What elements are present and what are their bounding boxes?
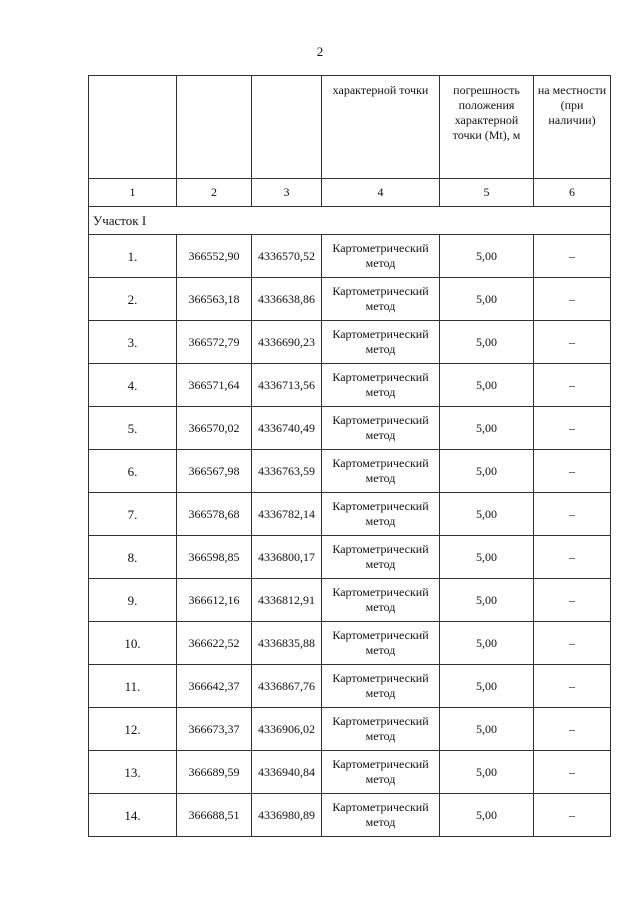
column-number: 1 [89,179,177,207]
coordinate-x: 366598,85 [177,536,252,579]
coordinate-y: 4336638,86 [252,278,322,321]
method-cell: Картометрический метод [322,493,440,536]
coordinate-x: 366688,51 [177,794,252,837]
point-number: 8. [89,536,177,579]
error-cell: 5,00 [440,579,534,622]
coordinate-x: 366612,16 [177,579,252,622]
point-number: 1. [89,235,177,278]
coordinate-x: 366572,79 [177,321,252,364]
coordinate-y: 4336980,89 [252,794,322,837]
coordinate-y: 4336713,56 [252,364,322,407]
method-cell: Картометрический метод [322,622,440,665]
table-row [89,665,611,708]
point-number: 13. [89,751,177,794]
method-cell: Картометрический метод [322,407,440,450]
note-cell: – [534,278,611,321]
error-cell: 5,00 [440,665,534,708]
coordinate-y: 4336740,49 [252,407,322,450]
header-cell-4: характерной точки [322,76,440,179]
column-number: 5 [440,179,534,207]
table-row [89,622,611,665]
header-cell-6: на местности (при наличии) [534,76,611,179]
point-number: 7. [89,493,177,536]
note-cell: – [534,751,611,794]
coordinate-x: 366642,37 [177,665,252,708]
method-cell: Картометрический метод [322,708,440,751]
note-cell: – [534,622,611,665]
coordinate-y: 4336570,52 [252,235,322,278]
table-row [89,708,611,751]
point-number: 11. [89,665,177,708]
header-cell-2 [177,76,252,179]
coordinate-x: 366567,98 [177,450,252,493]
note-cell: – [534,364,611,407]
coordinate-y: 4336835,88 [252,622,322,665]
note-cell: – [534,321,611,364]
point-number: 12. [89,708,177,751]
error-cell: 5,00 [440,450,534,493]
coordinate-x: 366689,59 [177,751,252,794]
coordinates-table [88,75,611,837]
note-cell: – [534,450,611,493]
table-row [89,321,611,364]
coordinate-y: 4336690,23 [252,321,322,364]
error-cell: 5,00 [440,493,534,536]
note-cell: – [534,665,611,708]
method-cell: Картометрический метод [322,751,440,794]
coordinate-y: 4336782,14 [252,493,322,536]
header-cell-3 [252,76,322,179]
point-number: 3. [89,321,177,364]
method-cell: Картометрический метод [322,794,440,837]
coordinate-y: 4336940,84 [252,751,322,794]
column-number: 3 [252,179,322,207]
method-cell: Картометрический метод [322,450,440,493]
coordinate-y: 4336812,91 [252,579,322,622]
point-number: 2. [89,278,177,321]
coordinate-y: 4336763,59 [252,450,322,493]
coordinate-x: 366571,64 [177,364,252,407]
column-number: 2 [177,179,252,207]
method-cell: Картометрический метод [322,235,440,278]
coordinate-y: 4336906,02 [252,708,322,751]
error-cell: 5,00 [440,321,534,364]
table-row [89,536,611,579]
coordinate-x: 366570,02 [177,407,252,450]
column-number: 4 [322,179,440,207]
table-row [89,407,611,450]
point-number: 9. [89,579,177,622]
note-cell: – [534,794,611,837]
method-cell: Картометрический метод [322,536,440,579]
page-number: 2 [316,44,324,59]
error-cell: 5,00 [440,364,534,407]
error-cell: 5,00 [440,235,534,278]
note-cell: – [534,536,611,579]
table-row [89,493,611,536]
error-cell: 5,00 [440,407,534,450]
note-cell: – [534,493,611,536]
column-number-row [89,179,611,207]
table-row [89,450,611,493]
note-cell: – [534,579,611,622]
method-cell: Картометрический метод [322,364,440,407]
point-number: 14. [89,794,177,837]
header-row [89,76,611,179]
method-cell: Картометрический метод [322,579,440,622]
note-cell: – [534,708,611,751]
error-cell: 5,00 [440,278,534,321]
point-number: 5. [89,407,177,450]
error-cell: 5,00 [440,622,534,665]
coordinate-x: 366673,37 [177,708,252,751]
point-number: 10. [89,622,177,665]
coordinate-x: 366552,90 [177,235,252,278]
method-cell: Картометрический метод [322,665,440,708]
table-row [89,278,611,321]
note-cell: – [534,235,611,278]
error-cell: 5,00 [440,751,534,794]
table-row [89,751,611,794]
coordinate-x: 366622,52 [177,622,252,665]
section-label: Участок I [89,207,611,235]
column-number: 6 [534,179,611,207]
coordinate-y: 4336867,76 [252,665,322,708]
table-row [89,364,611,407]
coordinate-x: 366563,18 [177,278,252,321]
coordinate-x: 366578,68 [177,493,252,536]
point-number: 6. [89,450,177,493]
error-cell: 5,00 [440,794,534,837]
error-cell: 5,00 [440,536,534,579]
note-cell: – [534,407,611,450]
table-row [89,794,611,837]
header-cell-5: погрешность положения характерной точки (Mt), м [440,76,534,179]
section-row [89,207,611,235]
method-cell: Картометрический метод [322,321,440,364]
error-cell: 5,00 [440,708,534,751]
coordinate-y: 4336800,17 [252,536,322,579]
table-row [89,235,611,278]
point-number: 4. [89,364,177,407]
table-row [89,579,611,622]
method-cell: Картометрический метод [322,278,440,321]
header-cell-1 [89,76,177,179]
